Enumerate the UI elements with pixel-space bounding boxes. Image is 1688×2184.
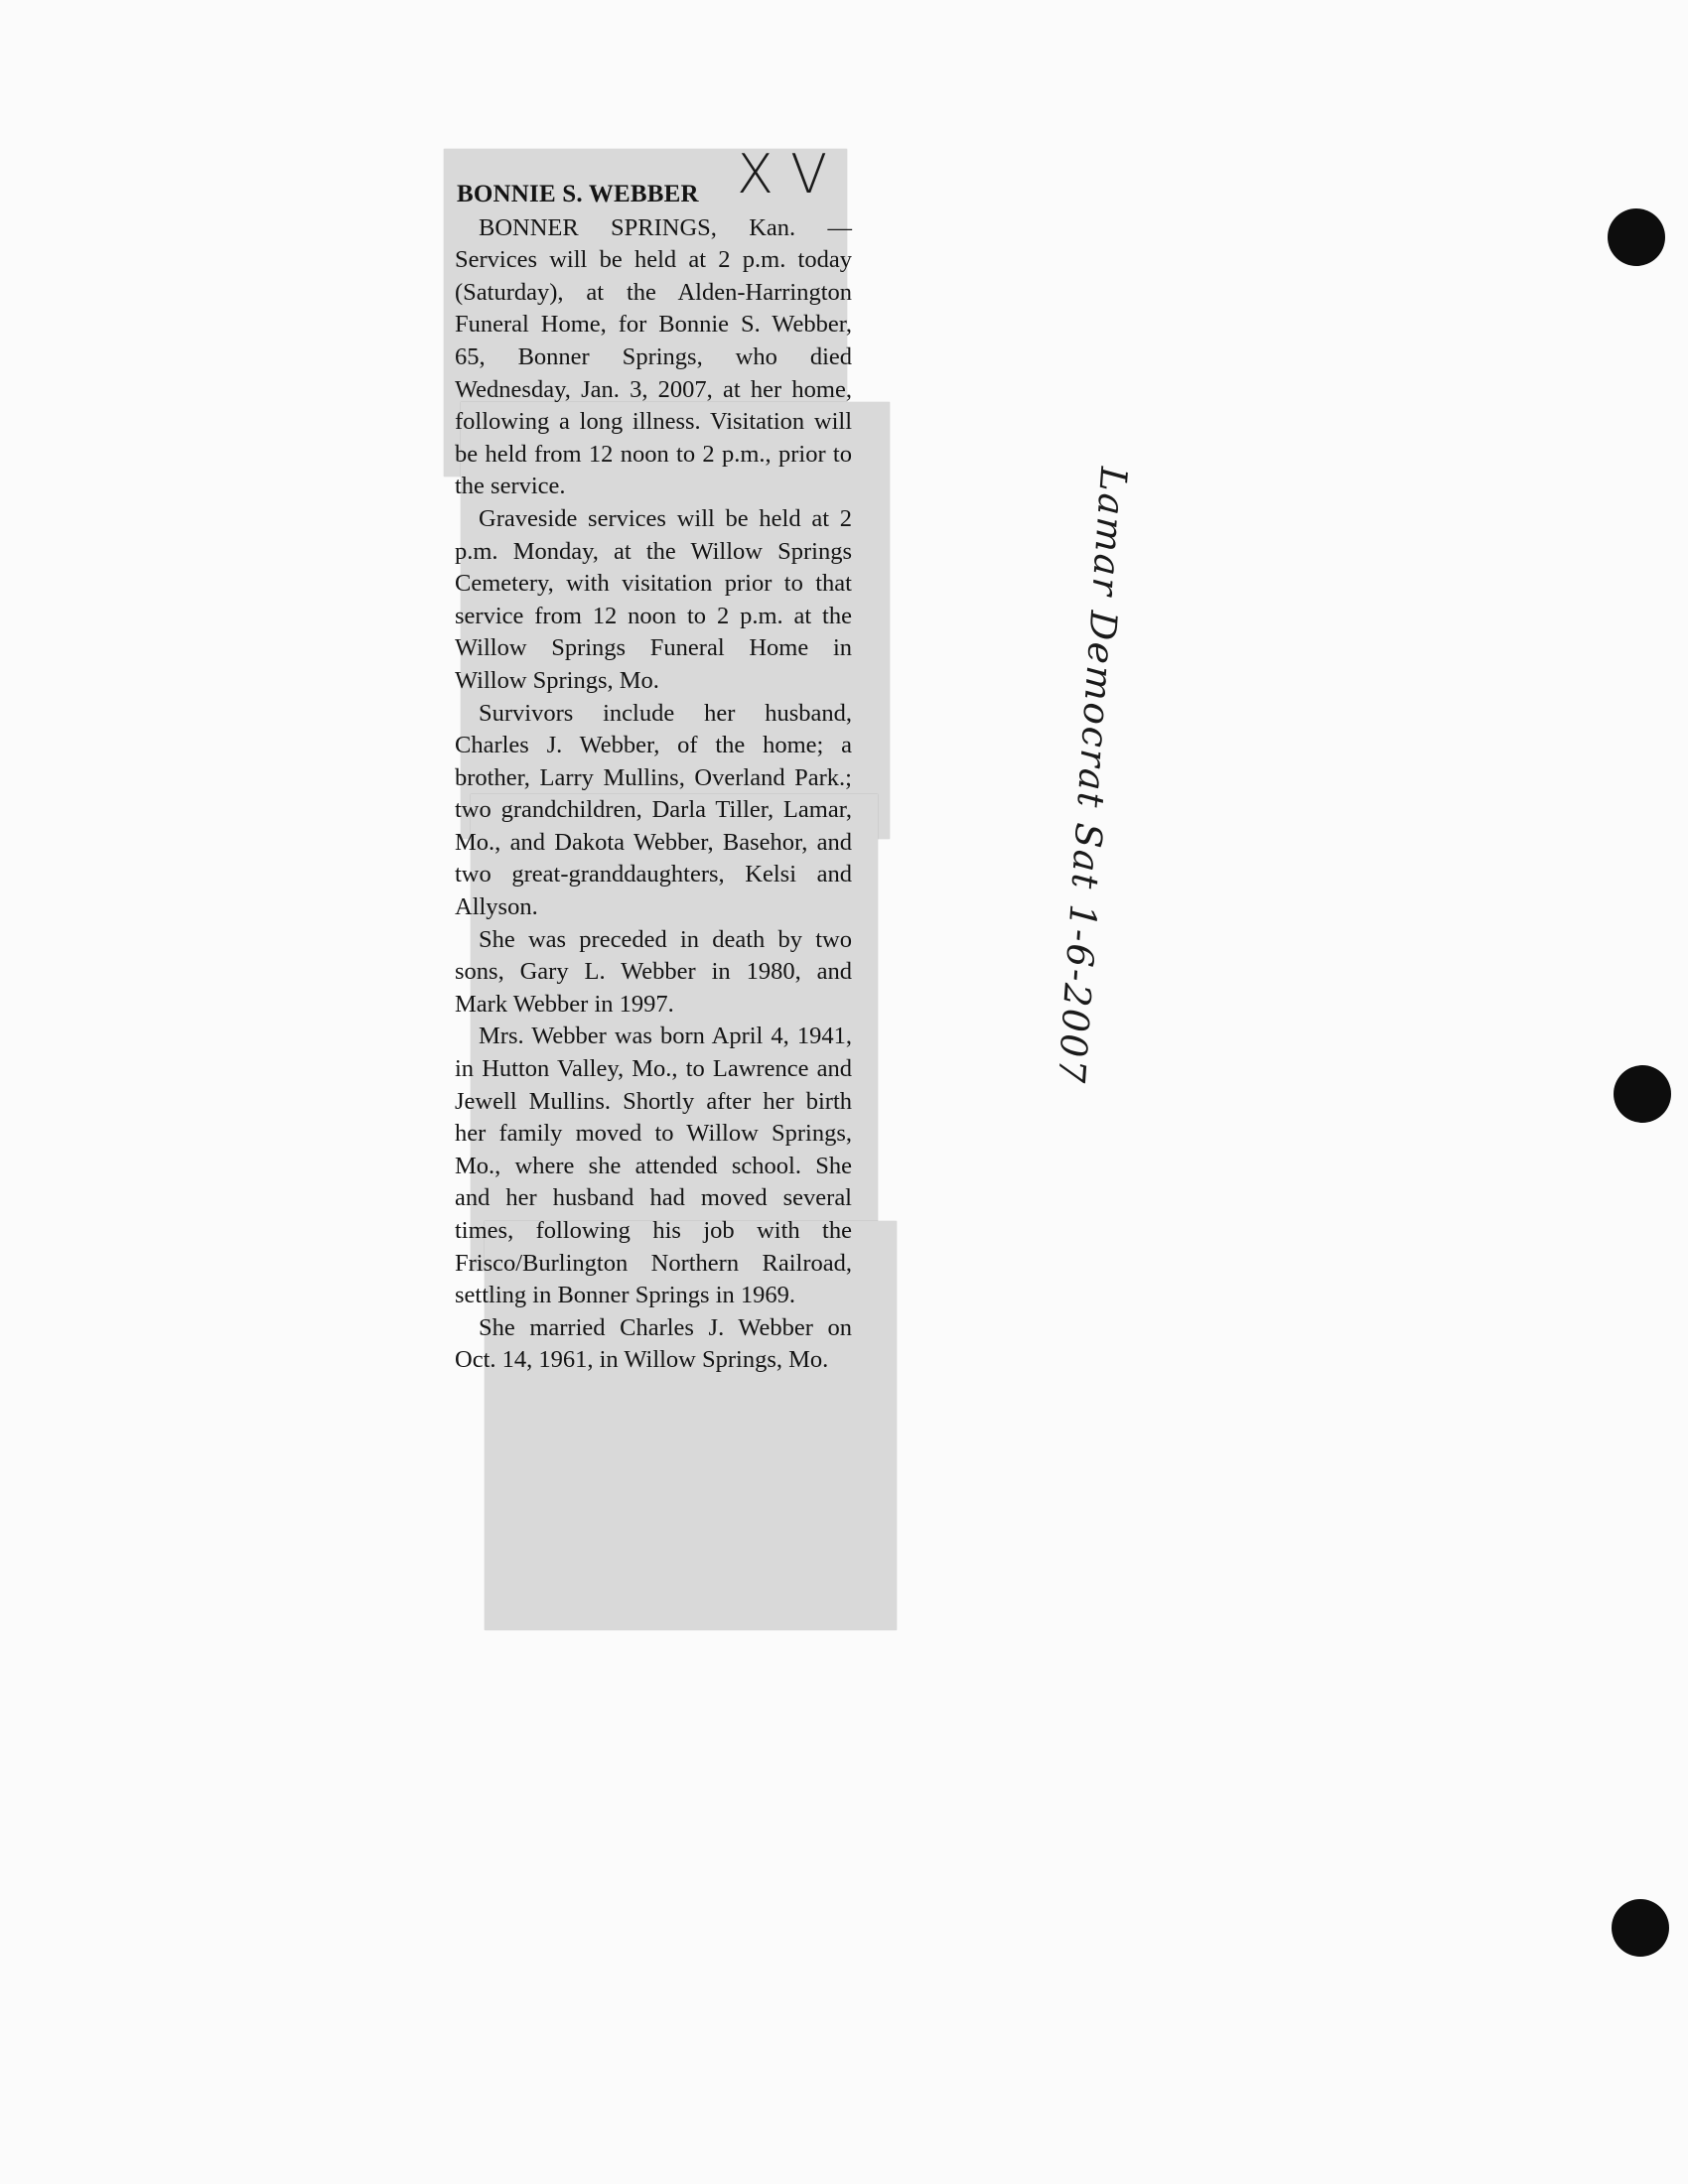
punch-hole-bottom bbox=[1612, 1899, 1669, 1957]
obituary-clipping bbox=[455, 179, 852, 1377]
paragraph-preceded: She was preceded in death by two sons, Gary L. Webber in 1980, and Mark Webber in 1997. bbox=[455, 925, 852, 1018]
handwritten-check-mark: X V bbox=[737, 143, 828, 205]
punch-hole-top bbox=[1608, 208, 1665, 266]
paragraph-graveside: Graveside services will be held at 2 p.m. Monday, at the Willow Springs Cemetery, with visitation prior to that service from 12 noon to 2 p.m. at the Willow Springs Funeral Home in Willow Springs, Mo. bbox=[455, 504, 852, 694]
punch-hole-middle bbox=[1614, 1065, 1671, 1123]
paragraph-biography: Mrs. Webber was born April 4, 1941, in Hutton Valley, Mo., to Lawrence and Jewell Mullins. Shortly after her birth her family moved to Willow Springs, Mo., where she attended school. She and her husband had moved several times, following his job with the Frisco/Burlington Northern Railroad, settling in Bonner Springs in 1969. bbox=[455, 1023, 852, 1309]
paragraph-services: BONNER SPRINGS, Kan. — Services will be held at 2 p.m. today (Saturday), at the Alden-Harrington Funeral Home, for Bonnie S. Webber, 65, Bonner Springs, who died Wednesday, Jan. 3, 2007, at her home, following a long illness. Visitation will be held from 12 noon to 2 p.m., prior to the service. bbox=[455, 213, 852, 500]
handwritten-source-note: Lamar Democrat Sat 1-6-2007 bbox=[1049, 465, 1136, 1087]
paragraph-marriage: She married Charles J. Webber on Oct. 14, 1961, in Willow Springs, Mo. bbox=[455, 1313, 852, 1374]
obituary-headline: BONNIE S. WEBBER bbox=[457, 181, 699, 207]
paragraph-survivors: Survivors include her husband, Charles J. Webber, of the home; a brother, Larry Mullins, Overland Park.; two grandchildren, Darla Tiller, Lamar, Mo., and Dakota Webber, Basehor, and two great-granddaughters, Kelsi and Allyson. bbox=[455, 699, 852, 921]
